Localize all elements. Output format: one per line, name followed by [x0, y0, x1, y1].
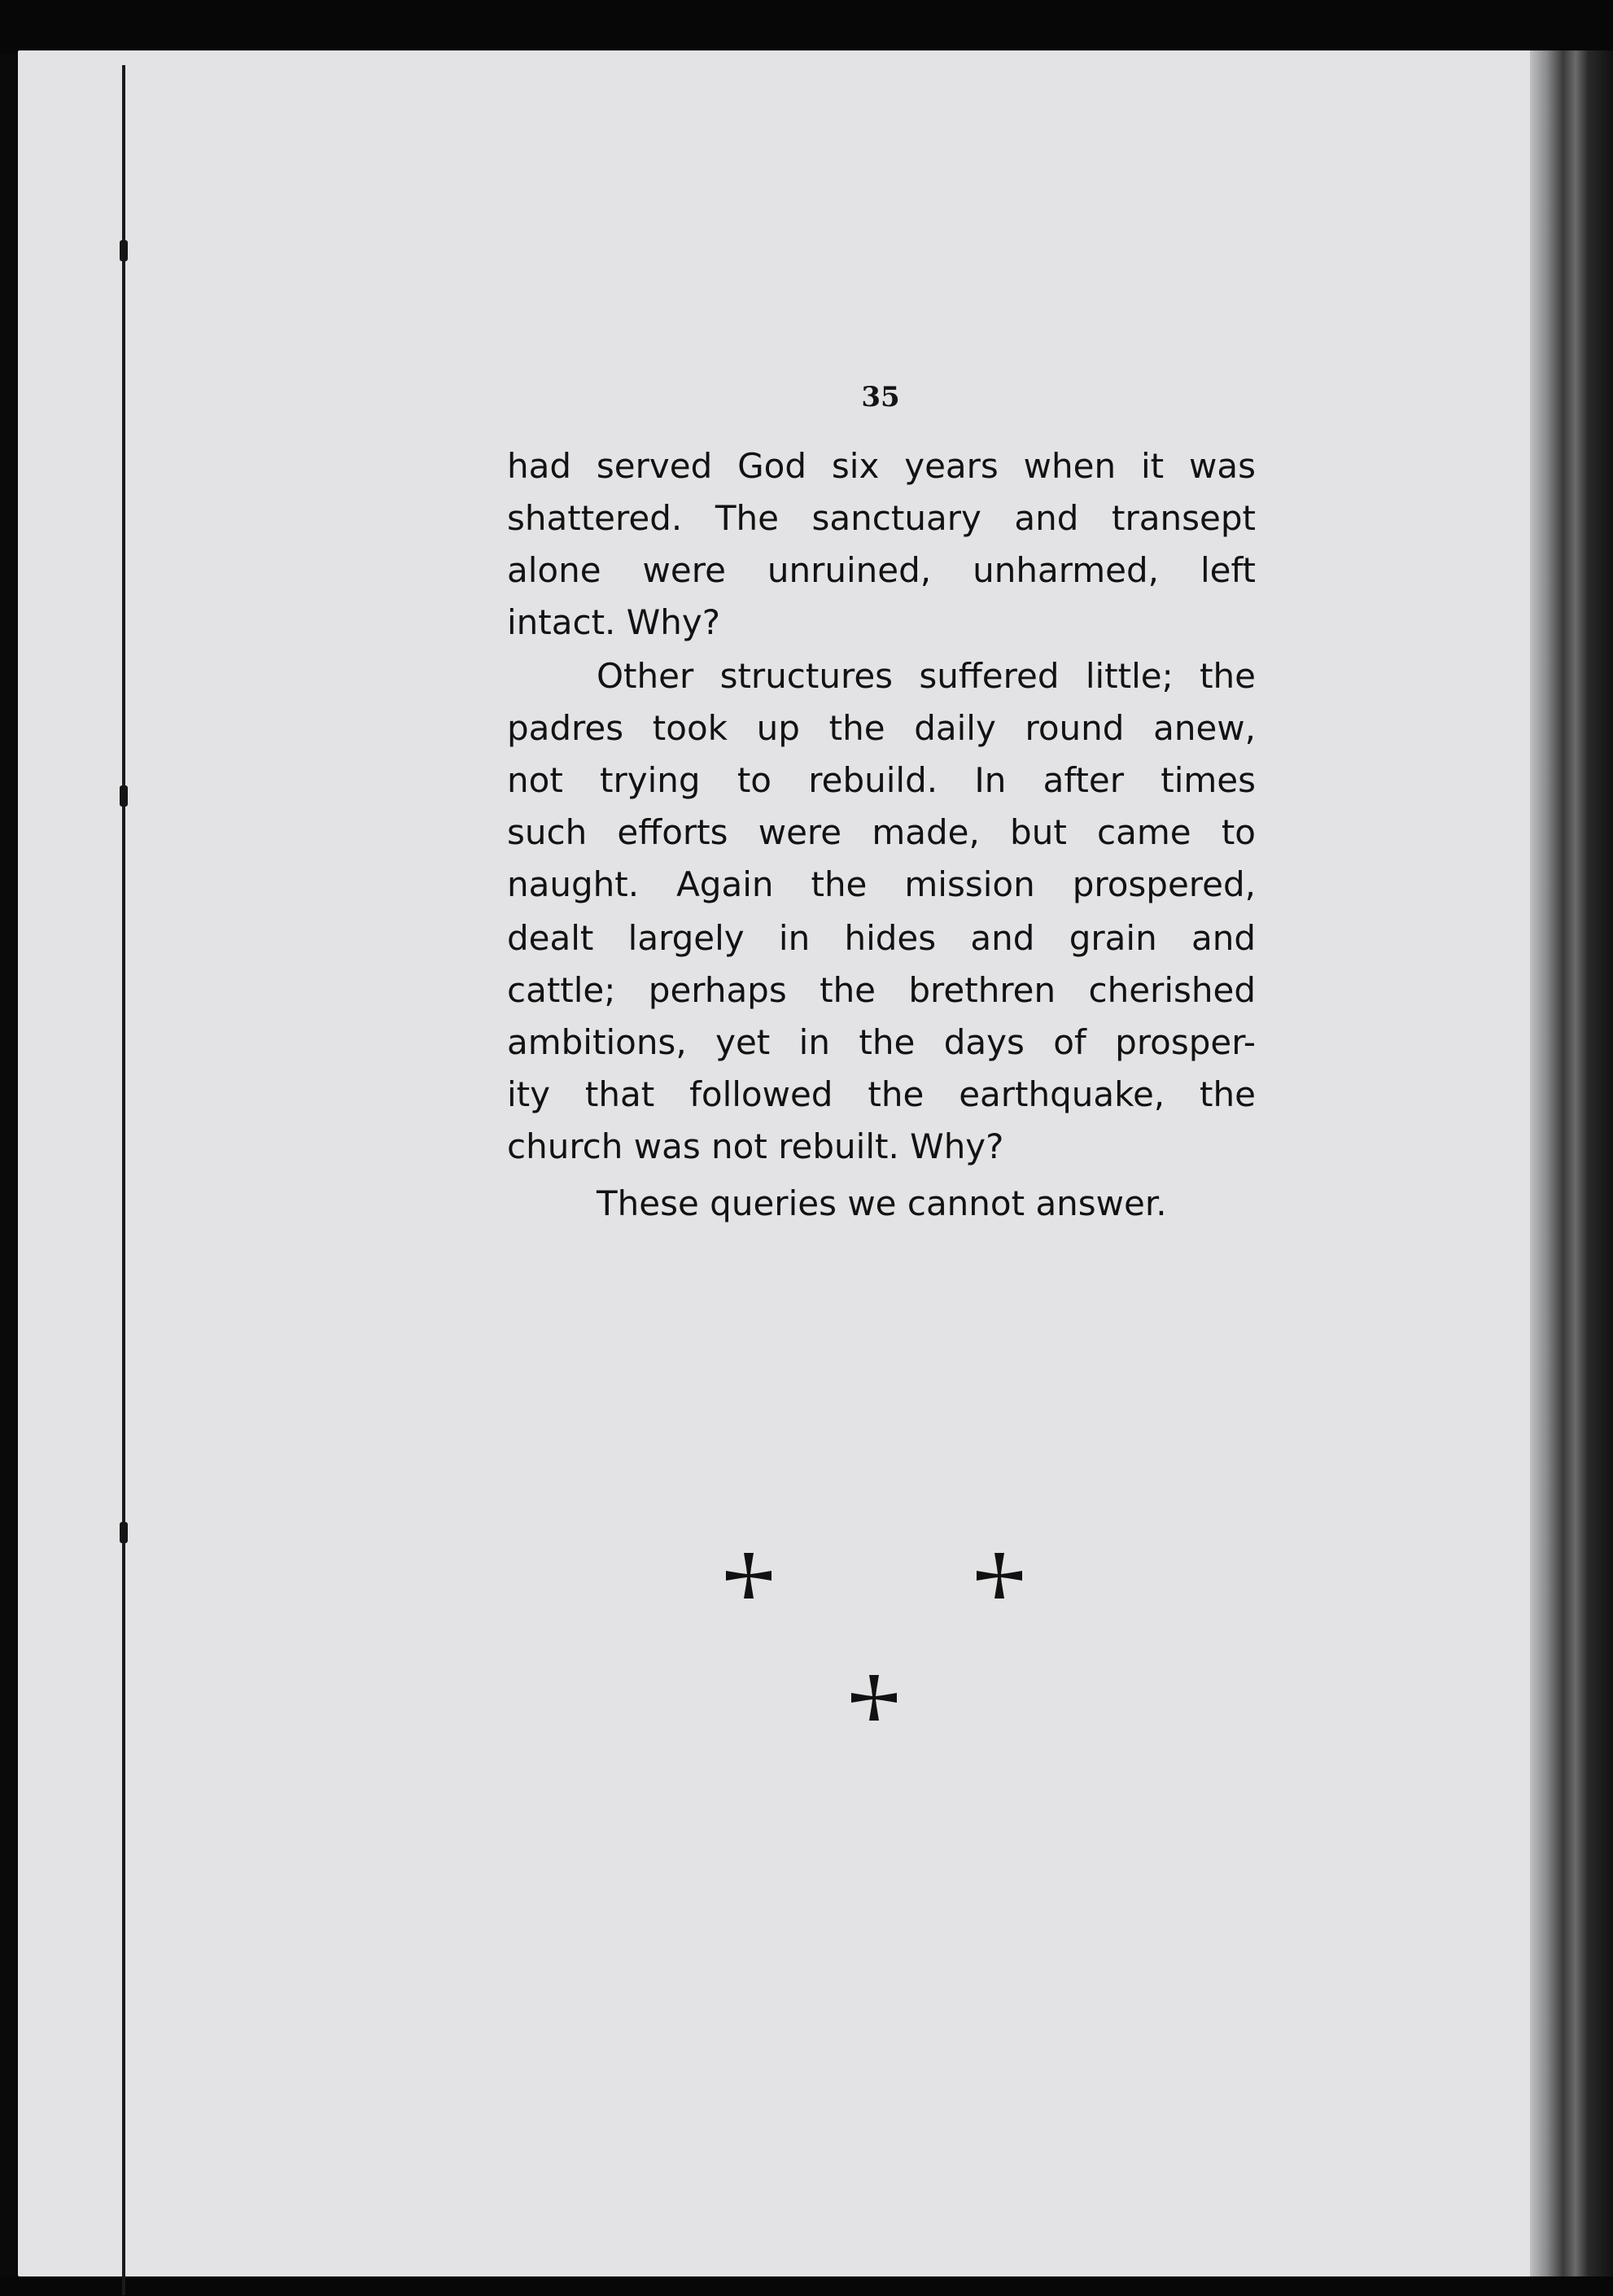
page-edge-strip [1530, 50, 1613, 2276]
text-line: such efforts were made, but came to [507, 812, 1256, 852]
text-line: ity that followed the earthquake, the [507, 1074, 1256, 1114]
binding-stitch [120, 785, 128, 807]
text-line: alone were unruined, unharmed, left [507, 550, 1256, 590]
text-line: had served God six years when it was [507, 446, 1256, 486]
binding-stitch [120, 1522, 128, 1543]
text-line: dealt largely in hides and grain and [507, 918, 1256, 958]
text-line: These queries we cannot answer. [597, 1183, 1167, 1223]
text-line: Other structures suffered little; the [597, 656, 1256, 696]
text-line: intact. Why? [507, 602, 721, 642]
scan-bottom-border [0, 2276, 1613, 2296]
text-line: church was not rebuilt. Why? [507, 1126, 1004, 1166]
page-number: 35 [861, 381, 900, 413]
scan-top-border [0, 0, 1613, 54]
binding-line [122, 65, 125, 2295]
text-line: not trying to rebuild. In after times [507, 760, 1256, 800]
text-line: naught. Again the mission prospered, [507, 864, 1256, 904]
text-line: padres took up the daily round anew, [507, 708, 1256, 748]
text-line: shattered. The sanctuary and transept [507, 498, 1256, 538]
text-line: ambitions, yet in the days of prosper- [507, 1022, 1256, 1062]
binding-stitch [120, 240, 128, 261]
text-line: cattle; perhaps the brethren cherished [507, 970, 1256, 1010]
